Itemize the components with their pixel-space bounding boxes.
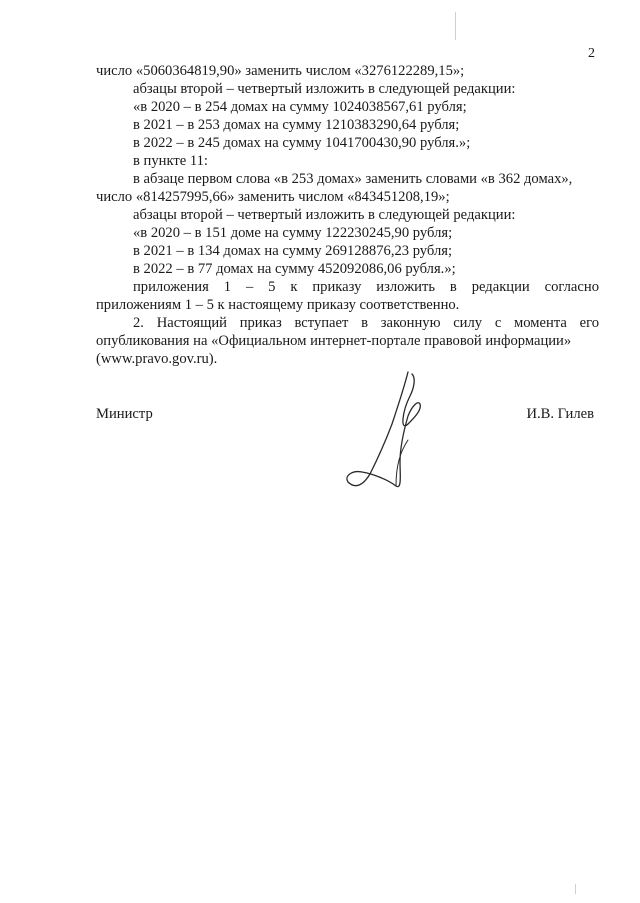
text-line: абзацы второй – четвертый изложить в следующей редакции:	[133, 207, 516, 223]
text-line: опубликования на «Официальном интернет-портале правовой информации»	[96, 333, 572, 349]
text-line: в 2021 – в 134 домах на сумму 269128876,23 рубля;	[133, 243, 453, 259]
handwritten-signature	[330, 366, 450, 498]
text-line: в 2022 – в 245 домах на сумму 1041700430,90 рубля.»;	[133, 135, 471, 151]
text-line: «в 2020 – в 254 домах на сумму 1024038567,61 рубля;	[133, 99, 467, 115]
text-line: приложениям 1 – 5 к настоящему приказу соответственно.	[96, 297, 460, 313]
text-line: в 2022 – в 77 домах на сумму 452092086,06 рубля.»;	[133, 261, 456, 277]
text-line: (www.pravo.gov.ru).	[96, 351, 218, 367]
text-line: приложения 1 – 5 к приказу изложить в редакции согласно	[133, 279, 599, 295]
text-line: абзацы второй – четвертый изложить в следующей редакции:	[133, 81, 516, 97]
position-title: Министр	[96, 406, 153, 422]
text-line: число «5060364819,90» заменить числом «3276122289,15»;	[96, 63, 465, 79]
signatory-name: И.В. Гилев	[526, 406, 594, 422]
scan-artifact	[455, 12, 456, 40]
text-line: число «814257995,66» заменить числом «843451208,19»;	[96, 189, 450, 205]
scan-artifact	[575, 884, 576, 894]
text-line: в абзаце первом слова «в 253 домах» заменить словами «в 362 домах»,	[133, 171, 573, 187]
page-number: 2	[588, 46, 595, 61]
text-line: в пункте 11:	[133, 153, 208, 169]
text-line: «в 2020 – в 151 доме на сумму 122230245,90 рубля;	[133, 225, 453, 241]
text-line: 2. Настоящий приказ вступает в законную силу с момента его	[133, 315, 599, 331]
text-line: в 2021 – в 253 домах на сумму 1210383290,64 рубля;	[133, 117, 460, 133]
